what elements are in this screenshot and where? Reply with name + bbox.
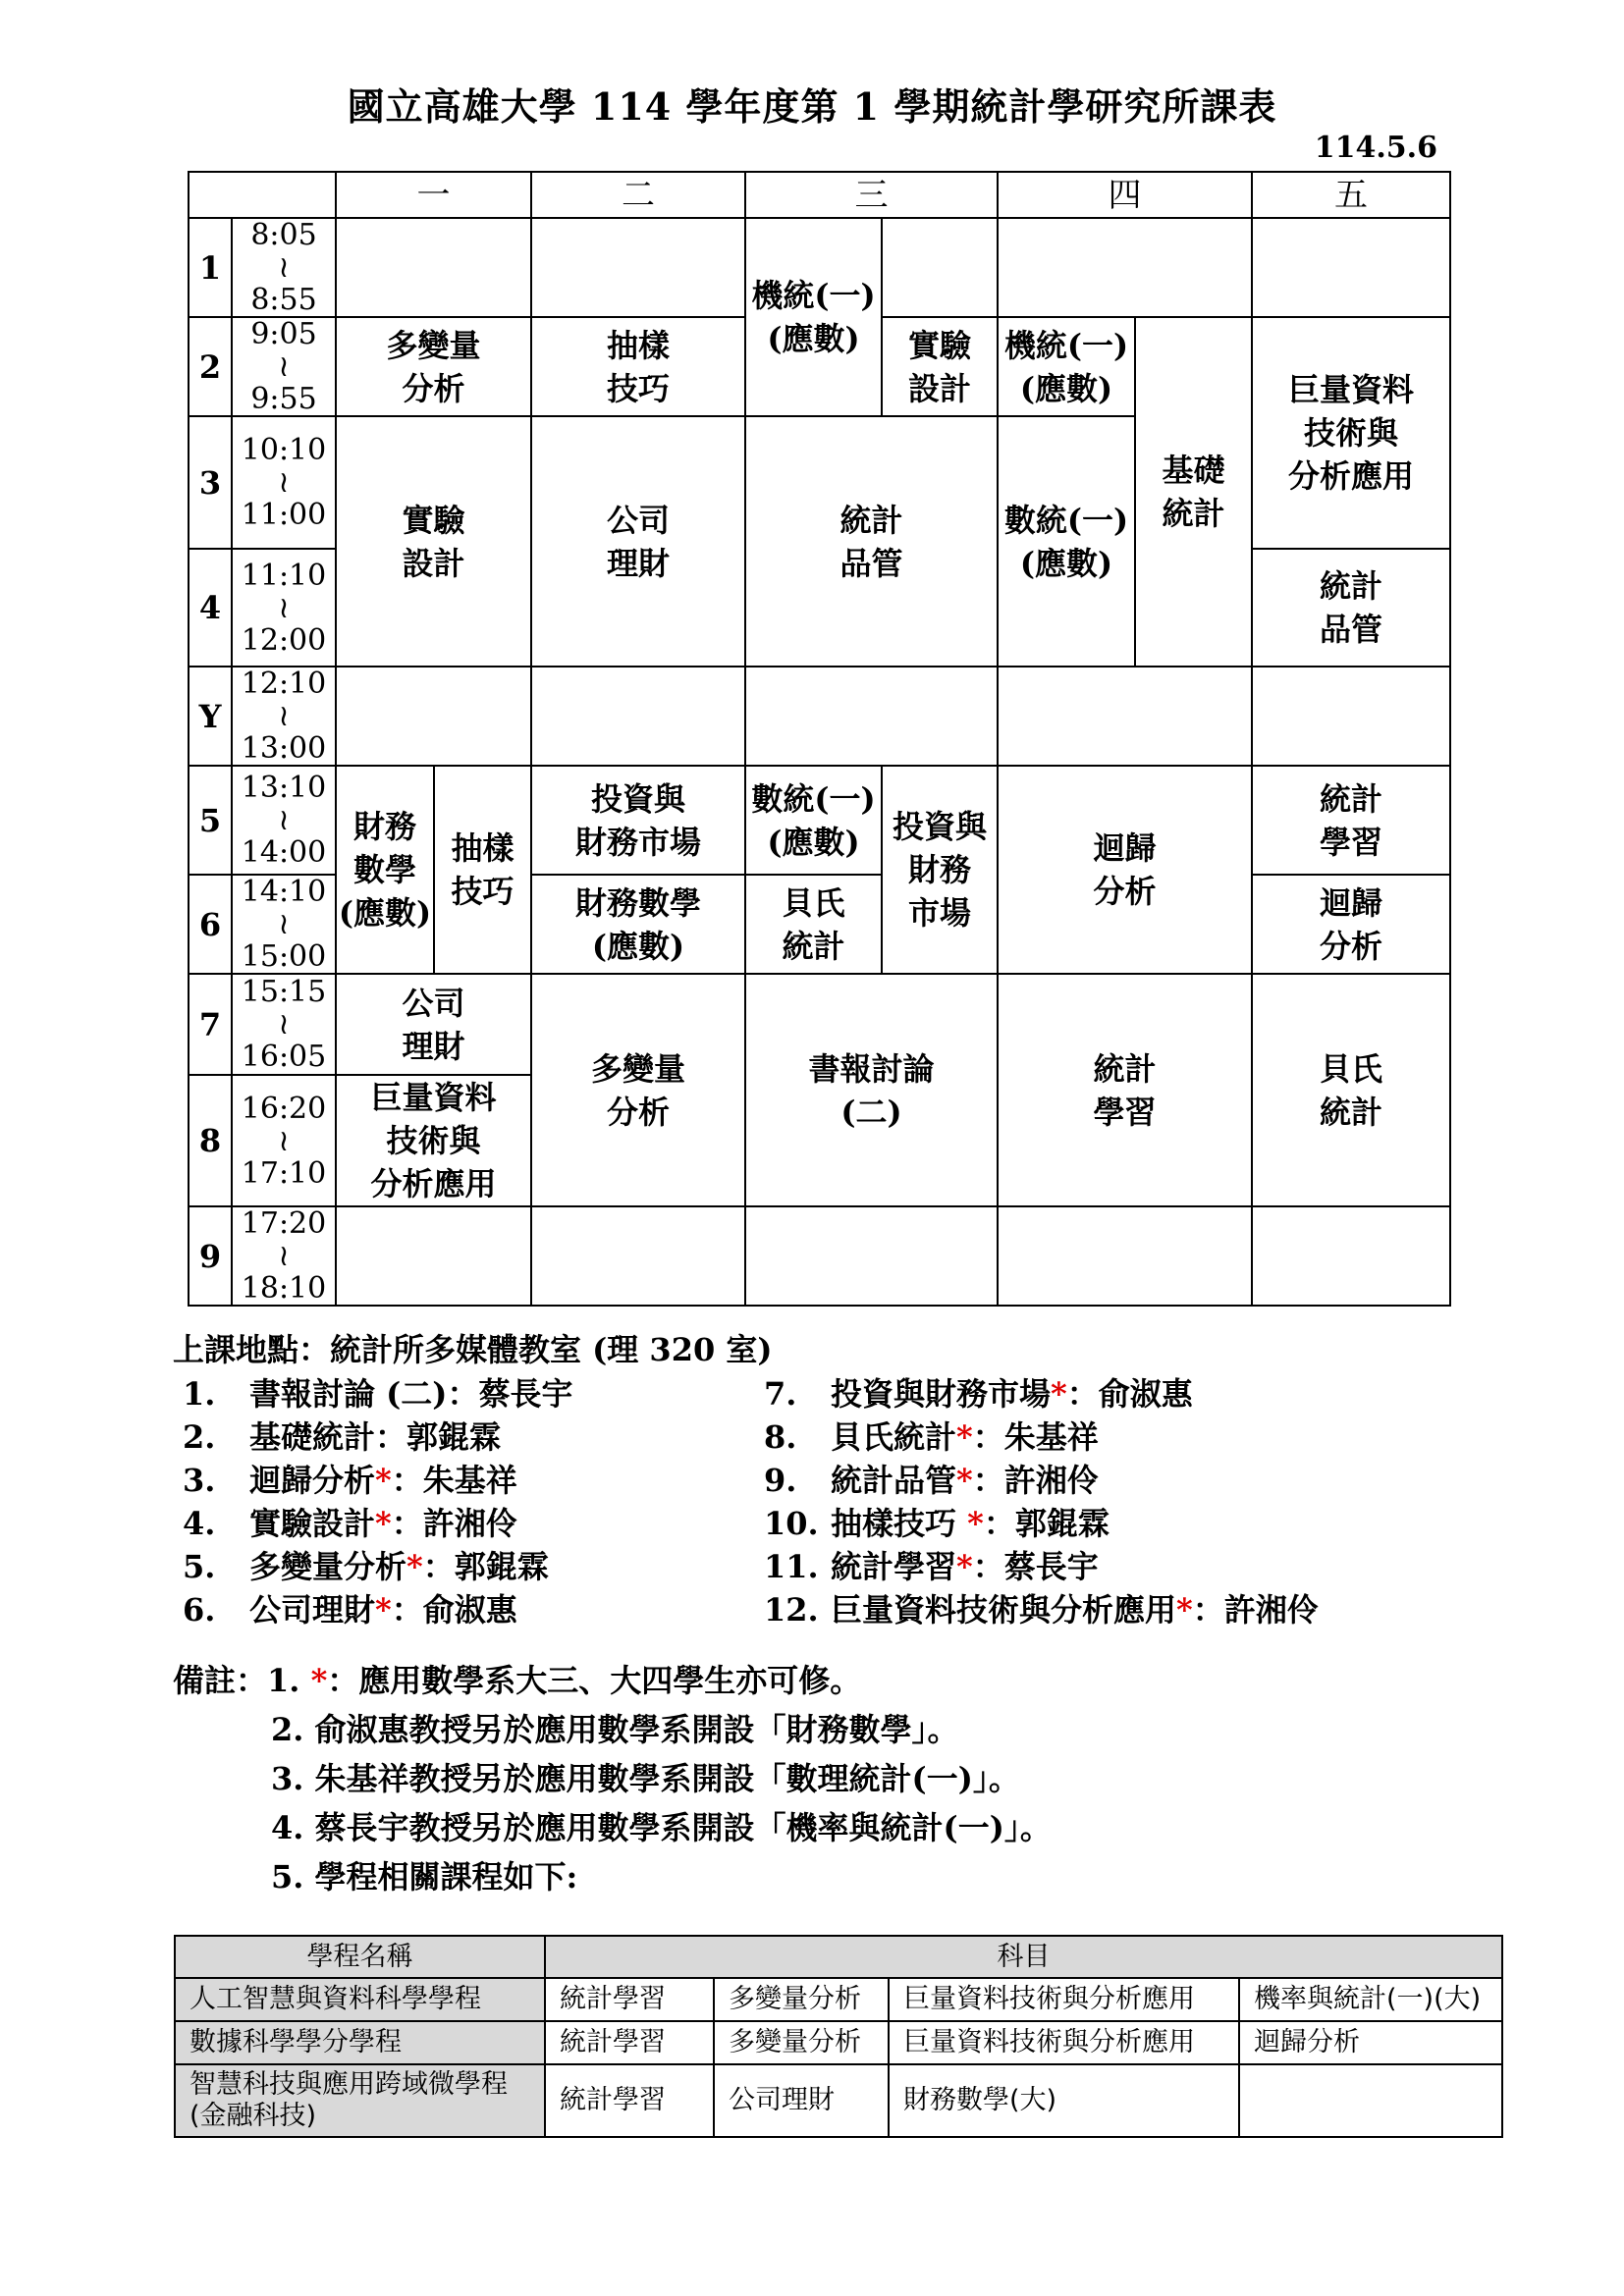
course-teacher-list-left xyxy=(183,1372,572,1631)
list-item: 7. 投資與財務市場*：俞淑惠 xyxy=(764,1375,1193,1413)
remark-4: 4. 蔡長宇教授另於應用數學系開設「機率與統計(一)」。 xyxy=(271,1809,1052,1846)
program-name: 人工智慧與資料科學學程 xyxy=(175,1978,545,2021)
list-item: 11. 統計學習*：蔡長宇 xyxy=(764,1548,1099,1585)
empty-cell xyxy=(882,218,998,317)
period-label: 5 xyxy=(189,766,232,875)
schedule-table xyxy=(188,171,1451,1307)
empty-cell xyxy=(336,1206,531,1306)
subjects-header: 科目 xyxy=(545,1936,1502,1978)
subject-cell: 財務數學(大) xyxy=(889,2064,1239,2137)
period-time: 12:10 ≀ 13:00 xyxy=(232,667,336,766)
course-cell: 統計 品管 xyxy=(1252,549,1450,667)
list-item: 2. 基礎統計：郭錕霖 xyxy=(183,1418,502,1456)
classroom-location: 上課地點：統計所多媒體教室 (理 320 室) xyxy=(173,1331,773,1368)
subject-cell: 多變量分析 xyxy=(714,1978,889,2021)
subject-cell: 公司理財 xyxy=(714,2064,889,2137)
remark-5: 5. 學程相關課程如下: xyxy=(271,1858,578,1896)
list-item: 8. 貝氏統計*：朱基祥 xyxy=(764,1418,1099,1456)
course-cell: 迴歸 分析 xyxy=(998,766,1252,974)
remark-3: 3. 朱基祥教授另於應用數學系開設「數理統計(一)」。 xyxy=(271,1760,1020,1797)
remark-1: 備註：1. *：應用數學系大三、大四學生亦可修。 xyxy=(173,1662,862,1699)
subject-cell xyxy=(1239,2064,1502,2137)
subject-cell: 迴歸分析 xyxy=(1239,2021,1502,2064)
page-title: 國立高雄大學 114 學年度第 1 學期統計學研究所課表 xyxy=(347,84,1277,129)
revision-date: 114.5.6 xyxy=(1314,131,1437,165)
period-time: 10:10 ≀ 11:00 xyxy=(232,416,336,549)
program-name: 智慧科技與應用跨域微學程 (金融科技) xyxy=(175,2064,545,2137)
empty-cell xyxy=(998,1206,1252,1306)
list-item: 9. 統計品管*：許湘伶 xyxy=(764,1462,1099,1499)
list-item: 6. 公司理財*：俞淑惠 xyxy=(183,1591,517,1629)
corner-cell xyxy=(189,172,336,218)
subject-cell: 機率與統計(一)(大) xyxy=(1239,1978,1502,2021)
period-label: 6 xyxy=(189,875,232,974)
day-header: 四 xyxy=(998,172,1252,218)
course-cell: 統計 品管 xyxy=(745,416,998,667)
course-cell: 巨量資料 技術與 分析應用 xyxy=(336,1075,531,1206)
course-cell: 基礎 統計 xyxy=(1135,317,1252,667)
course-cell: 抽樣 技巧 xyxy=(434,766,531,974)
program-name: 數據科學學分學程 xyxy=(175,2021,545,2064)
day-header: 二 xyxy=(531,172,745,218)
course-cell: 多變量 分析 xyxy=(336,317,531,416)
empty-cell xyxy=(745,1206,998,1306)
course-cell: 公司 理財 xyxy=(531,416,745,667)
course-cell: 多變量 分析 xyxy=(531,974,745,1206)
period-time: 8:05 ≀ 8:55 xyxy=(232,218,336,317)
list-item: 4. 實驗設計*：許湘伶 xyxy=(183,1505,517,1542)
course-cell: 統計 學習 xyxy=(998,974,1252,1206)
empty-cell xyxy=(336,218,531,317)
period-time: 17:20 ≀ 18:10 xyxy=(232,1206,336,1306)
course-cell: 統計 學習 xyxy=(1252,766,1450,875)
day-header: 三 xyxy=(745,172,998,218)
course-cell: 投資與 財務 市場 xyxy=(882,766,998,974)
period-label: 2 xyxy=(189,317,232,416)
empty-cell xyxy=(1252,218,1450,317)
period-time: 14:10 ≀ 15:00 xyxy=(232,875,336,974)
course-cell: 投資與 財務市場 xyxy=(531,766,745,875)
period-time: 16:20 ≀ 17:10 xyxy=(232,1075,336,1206)
day-header: 五 xyxy=(1252,172,1450,218)
subject-cell: 巨量資料技術與分析應用 xyxy=(889,1978,1239,2021)
subject-cell: 統計學習 xyxy=(545,2021,714,2064)
list-item: 5. 多變量分析*：郭錕霖 xyxy=(183,1548,549,1585)
empty-cell xyxy=(336,667,531,766)
course-teacher-list-right xyxy=(764,1372,1319,1631)
period-label: 9 xyxy=(189,1206,232,1306)
course-cell: 貝氏 統計 xyxy=(1252,974,1450,1206)
course-cell: 數統(一) (應數) xyxy=(745,766,882,875)
subject-cell: 統計學習 xyxy=(545,2064,714,2137)
empty-cell xyxy=(1252,1206,1450,1306)
list-item: 1. 書報討論 (二)：蔡長宇 xyxy=(183,1375,573,1413)
period-time: 11:10 ≀ 12:00 xyxy=(232,549,336,667)
course-cell: 數統(一) (應數) xyxy=(998,416,1135,667)
empty-cell xyxy=(745,667,998,766)
period-time: 15:15 ≀ 16:05 xyxy=(232,974,336,1075)
empty-cell xyxy=(1252,667,1450,766)
course-cell: 公司 理財 xyxy=(336,974,531,1075)
course-cell: 迴歸 分析 xyxy=(1252,875,1450,974)
course-cell: 抽樣 技巧 xyxy=(531,317,745,416)
period-label: 3 xyxy=(189,416,232,549)
course-cell: 巨量資料 技術與 分析應用 xyxy=(1252,317,1450,549)
period-time: 13:10 ≀ 14:00 xyxy=(232,766,336,875)
course-cell: 機統(一) (應數) xyxy=(745,218,882,416)
course-cell: 書報討論 (二) xyxy=(745,974,998,1206)
remark-2: 2. 俞淑惠教授另於應用數學系開設「財務數學」。 xyxy=(271,1711,959,1748)
period-label: Y xyxy=(189,667,232,766)
empty-cell xyxy=(998,218,1252,317)
course-cell: 貝氏 統計 xyxy=(745,875,882,974)
course-cell: 財務數學 (應數) xyxy=(531,875,745,974)
subject-cell: 統計學習 xyxy=(545,1978,714,2021)
period-label: 7 xyxy=(189,974,232,1075)
program-table xyxy=(174,1935,1503,2138)
period-label: 8 xyxy=(189,1075,232,1206)
subject-cell: 巨量資料技術與分析應用 xyxy=(889,2021,1239,2064)
course-cell: 實驗 設計 xyxy=(336,416,531,667)
empty-cell xyxy=(531,218,745,317)
course-cell: 實驗 設計 xyxy=(882,317,998,416)
period-label: 1 xyxy=(189,218,232,317)
subject-cell: 多變量分析 xyxy=(714,2021,889,2064)
list-item: 3. 迴歸分析*：朱基祥 xyxy=(183,1462,517,1499)
period-time: 9:05 ≀ 9:55 xyxy=(232,317,336,416)
period-label: 4 xyxy=(189,549,232,667)
empty-cell xyxy=(531,1206,745,1306)
course-cell: 財務 數學 (應數) xyxy=(336,766,434,974)
list-item: 10. 抽樣技巧 *：郭錕霖 xyxy=(764,1505,1110,1542)
remarks xyxy=(173,1656,1052,1901)
program-name-header: 學程名稱 xyxy=(175,1936,545,1978)
course-cell: 機統(一) (應數) xyxy=(998,317,1135,416)
empty-cell xyxy=(531,667,745,766)
list-item: 12. 巨量資料技術與分析應用*：許湘伶 xyxy=(764,1591,1319,1629)
empty-cell xyxy=(998,667,1252,766)
day-header: 一 xyxy=(336,172,531,218)
